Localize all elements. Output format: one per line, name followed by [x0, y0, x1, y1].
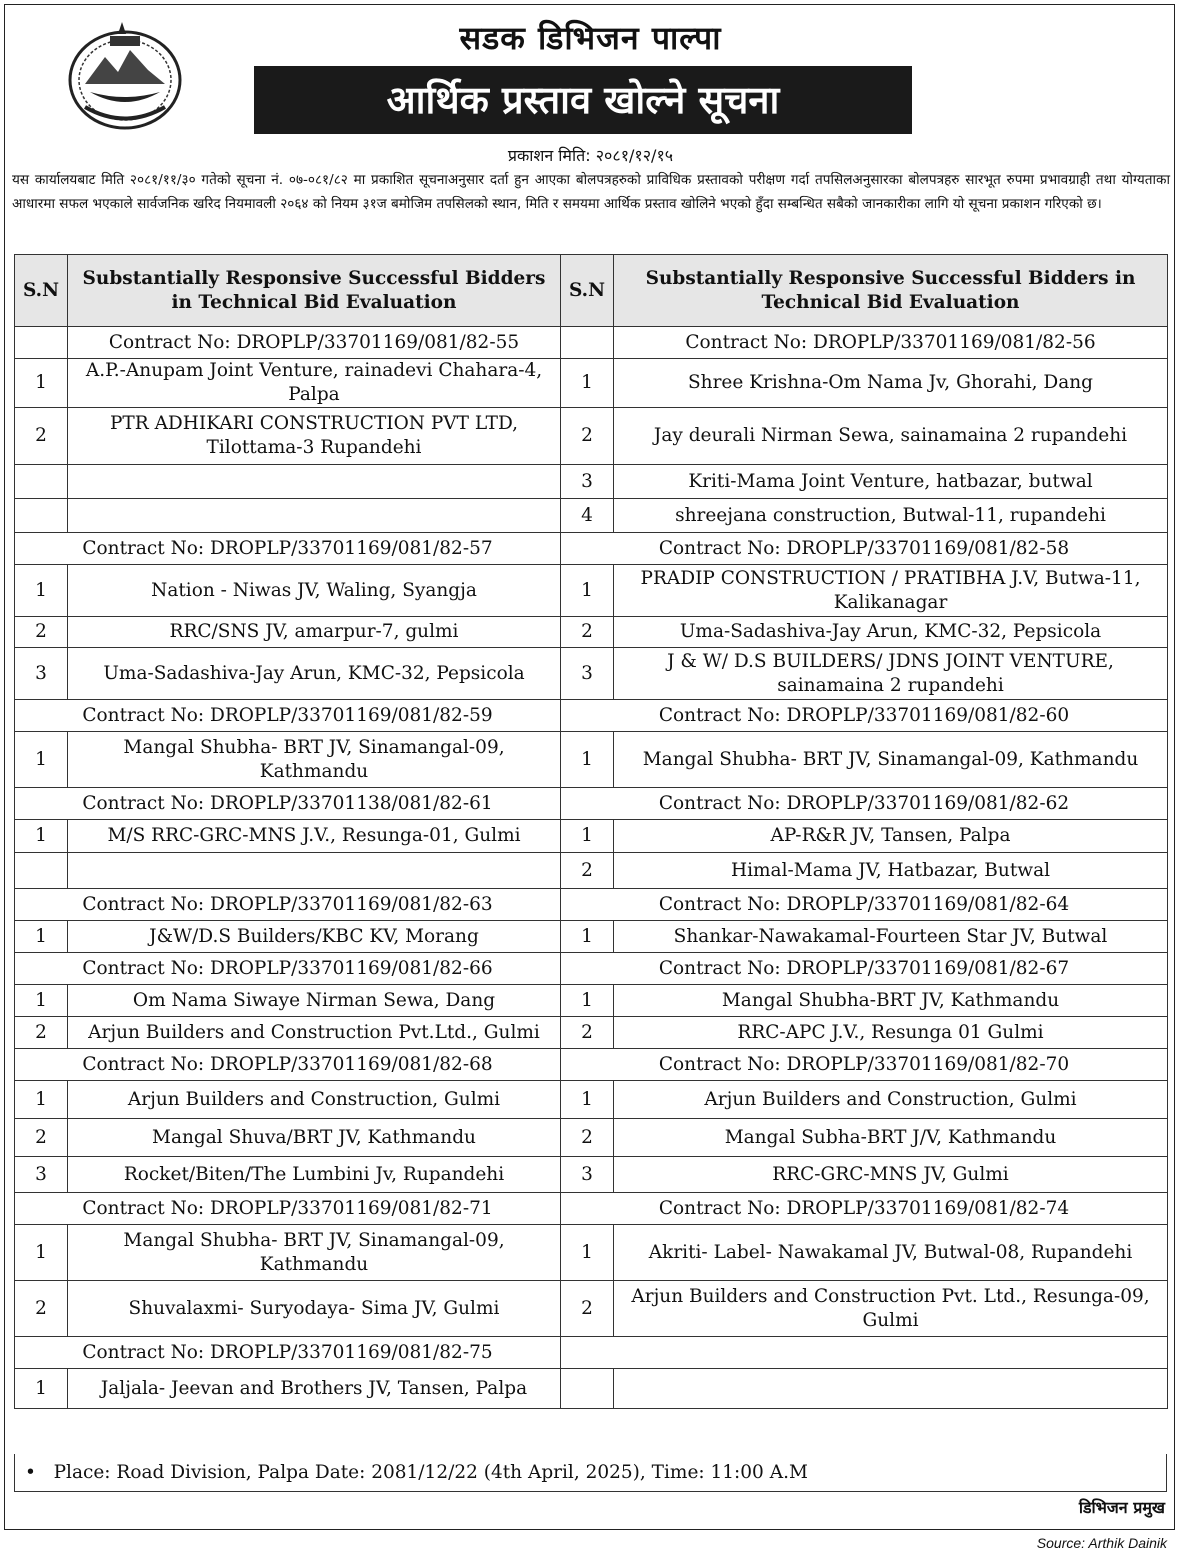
bidder-row — [15, 1119, 1168, 1157]
contract-row — [15, 889, 1168, 921]
contract-row — [15, 327, 1168, 359]
office-name: सडक डिभिजन पाल्पा — [459, 19, 722, 57]
bidder-sn: 1 — [15, 820, 68, 853]
contract-number — [561, 1337, 1168, 1369]
bidder-row — [15, 1281, 1168, 1337]
contract-row — [15, 788, 1168, 820]
contract-number: Contract No: DROPLP/33701169/081/82-55 — [68, 327, 561, 359]
bidder-sn: 1 — [15, 1081, 68, 1119]
bidder-sn: 3 — [15, 1157, 68, 1193]
empty-cell — [15, 327, 68, 359]
bidder-sn: 1 — [15, 1369, 68, 1409]
bidder-name: Himal-Mama JV, Hatbazar, Butwal — [614, 853, 1168, 889]
bidder-name: A.P.-Anupam Joint Venture, rainadevi Chahara-4, Palpa — [68, 359, 561, 408]
contract-row — [15, 1049, 1168, 1081]
empty-cell — [561, 327, 614, 359]
bidder-sn: 1 — [15, 732, 68, 788]
table-header-row — [15, 255, 1168, 327]
bidder-name: RRC/SNS JV, amarpur-7, gulmi — [68, 617, 561, 648]
contract-number: Contract No: DROPLP/33701169/081/82-66 — [15, 953, 561, 985]
contract-number: Contract No: DROPLP/33701169/081/82-63 — [15, 889, 561, 921]
bidder-row — [15, 648, 1168, 700]
intro-paragraph: यस कार्यालयबाट मिति २०८१/११/३० गतेको सूचना नं. ०७-०८१/८२ मा प्रकाशित सूचनाअनुसार दर्ता हुन आएका बोलपत्रहरुको प्राविधिक प्रस्तावको परीक्षण गर्दा तपसिलअनुसारका बोलपत्रहरु सारभूत रुपमा प्रभावग्राही तथा योग्यताका आधारमा सफल भएकाले सार्वजनिक खरिद नियमावली २०६४ को नियम ३१ज बमोजिम तपसिलको स्थान, मिति र समयमा आर्थिक प्रस्ताव खोलिने भएको हुँदा सम्बन्धित सबैको जानकारीका लागि यो सूचना प्रकाशन गरिएको छ। — [12, 172, 1170, 212]
bidder-name — [68, 465, 561, 499]
bidder-sn: 2 — [561, 1281, 614, 1337]
bidder-sn: 1 — [15, 359, 68, 408]
bidder-sn: 1 — [561, 1225, 614, 1281]
bidder-name: Om Nama Siwaye Nirman Sewa, Dang — [68, 985, 561, 1017]
bidder-sn: 1 — [15, 565, 68, 617]
bidder-name: Uma-Sadashiva-Jay Arun, KMC-32, Pepsicola — [68, 648, 561, 700]
bidder-sn: 2 — [561, 853, 614, 889]
contract-number: Contract No: DROPLP/33701169/081/82-58 — [561, 533, 1168, 565]
bidder-row — [15, 617, 1168, 648]
bidder-row — [15, 1017, 1168, 1049]
bidder-name: Akriti- Label- Nawakamal JV, Butwal-08, Rupandehi — [614, 1225, 1168, 1281]
bidder-sn: 1 — [15, 1225, 68, 1281]
table-body — [15, 327, 1168, 1409]
bidder-sn: 2 — [15, 1017, 68, 1049]
header-sn-left: S.N — [15, 255, 68, 327]
bidder-name: Shree Krishna-Om Nama Jv, Ghorahi, Dang — [614, 359, 1168, 408]
bidder-row — [15, 1369, 1168, 1409]
bidder-name: PTR ADHIKARI CONSTRUCTION PVT LTD, Tilottama-3 Rupandehi — [68, 408, 561, 465]
bidder-name: Arjun Builders and Construction, Gulmi — [614, 1081, 1168, 1119]
bidder-row — [15, 408, 1168, 465]
schedule-row — [14, 1454, 1167, 1492]
bidder-sn: 2 — [561, 1119, 614, 1157]
bidder-sn — [15, 853, 68, 889]
contract-number: Contract No: DROPLP/33701169/081/82-60 — [561, 700, 1168, 732]
contract-row — [15, 533, 1168, 565]
bidder-name: Arjun Builders and Construction Pvt.Ltd., Gulmi — [68, 1017, 561, 1049]
bidder-sn: 2 — [561, 617, 614, 648]
bidder-name: Kriti-Mama Joint Venture, hatbazar, butwal — [614, 465, 1168, 499]
contract-number: Contract No: DROPLP/33701169/081/82-68 — [15, 1049, 561, 1081]
bidder-name — [68, 853, 561, 889]
contract-number: Contract No: DROPLP/33701169/081/82-67 — [561, 953, 1168, 985]
bidder-sn — [15, 465, 68, 499]
bidder-sn: 1 — [561, 985, 614, 1017]
bidder-name: Mangal Shubha-BRT JV, Kathmandu — [614, 985, 1168, 1017]
bidder-sn: 1 — [561, 359, 614, 408]
bidder-row — [15, 1081, 1168, 1119]
bidder-name: Mangal Shubha- BRT JV, Sinamangal-09, Kathmandu — [68, 732, 561, 788]
bidder-name: Shuvalaxmi- Suryodaya- Sima JV, Gulmi — [68, 1281, 561, 1337]
contract-number: Contract No: DROPLP/33701169/081/82-57 — [15, 533, 561, 565]
bidder-name: RRC-APC J.V., Resunga 01 Gulmi — [614, 1017, 1168, 1049]
contract-number: Contract No: DROPLP/33701169/081/82-64 — [561, 889, 1168, 921]
contract-number: Contract No: DROPLP/33701138/081/82-61 — [15, 788, 561, 820]
bidder-name: Uma-Sadashiva-Jay Arun, KMC-32, Pepsicola — [614, 617, 1168, 648]
bidder-row — [15, 1157, 1168, 1193]
bidder-row — [15, 1225, 1168, 1281]
bidder-name: Arjun Builders and Construction, Gulmi — [68, 1081, 561, 1119]
schedule-text: Place: Road Division, Palpa Date: 2081/12/22 (4th April, 2025), Time: 11:00 A.M — [53, 1462, 808, 1483]
bidder-row — [15, 732, 1168, 788]
bidder-name: AP-R&R JV, Tansen, Palpa — [614, 820, 1168, 853]
signature: डिभिजन प्रमुख — [1078, 1498, 1165, 1517]
bidder-sn: 3 — [15, 648, 68, 700]
bidder-sn: 1 — [561, 820, 614, 853]
header-bidders-right: Substantially Responsive Successful Bidders in Technical Bid Evaluation — [614, 255, 1168, 327]
bidder-row — [15, 853, 1168, 889]
bidder-name: Jaljala- Jeevan and Brothers JV, Tansen, Palpa — [68, 1369, 561, 1409]
header-bidders-left: Substantially Responsive Successful Bidders in Technical Bid Evaluation — [68, 255, 561, 327]
contract-number: Contract No: DROPLP/33701169/081/82-62 — [561, 788, 1168, 820]
bidder-name: Arjun Builders and Construction Pvt. Ltd., Resunga-09, Gulmi — [614, 1281, 1168, 1337]
bidder-name: Nation - Niwas JV, Waling, Syangja — [68, 565, 561, 617]
bidder-name: Rocket/Biten/The Lumbini Jv, Rupandehi — [68, 1157, 561, 1193]
bidder-sn: 2 — [15, 408, 68, 465]
contract-row — [15, 1337, 1168, 1369]
bidder-row — [15, 985, 1168, 1017]
publication-date: प्रकाशन मिति: २०८१/१२/१५ — [507, 146, 674, 165]
bidder-name — [68, 499, 561, 533]
contract-number: Contract No: DROPLP/33701169/081/82-75 — [15, 1337, 561, 1369]
contract-number: Contract No: DROPLP/33701169/081/82-70 — [561, 1049, 1168, 1081]
bidder-sn: 2 — [15, 1281, 68, 1337]
bidder-name: Mangal Subha-BRT J/V, Kathmandu — [614, 1119, 1168, 1157]
bidder-sn: 1 — [15, 985, 68, 1017]
bidder-name: PRADIP CONSTRUCTION / PRATIBHA J.V, Butwa-11, Kalikanagar — [614, 565, 1168, 617]
contract-row — [15, 1193, 1168, 1225]
bidder-sn: 3 — [561, 465, 614, 499]
bidder-name: Mangal Shubha- BRT JV, Sinamangal-09, Kathmandu — [68, 1225, 561, 1281]
contract-number: Contract No: DROPLP/33701169/081/82-56 — [614, 327, 1168, 359]
bidder-row — [15, 359, 1168, 408]
bidder-row — [15, 465, 1168, 499]
bidder-sn: 2 — [561, 408, 614, 465]
bidder-sn: 1 — [561, 921, 614, 953]
bidder-name: J & W/ D.S BUILDERS/ JDNS JOINT VENTURE, sainamaina 2 rupandehi — [614, 648, 1168, 700]
bidder-sn: 2 — [15, 1119, 68, 1157]
contract-number: Contract No: DROPLP/33701169/081/82-71 — [15, 1193, 561, 1225]
bidder-name: J&W/D.S Builders/KBC KV, Morang — [68, 921, 561, 953]
bidder-row — [15, 499, 1168, 533]
bidder-name: shreejana construction, Butwal-11, rupandehi — [614, 499, 1168, 533]
bidder-row — [15, 565, 1168, 617]
bidder-name: Jay deurali Nirman Sewa, sainamaina 2 rupandehi — [614, 408, 1168, 465]
bidder-sn: 2 — [15, 617, 68, 648]
bidder-row — [15, 820, 1168, 853]
header-sn-right: S.N — [561, 255, 614, 327]
bidder-sn: 2 — [561, 1017, 614, 1049]
bidder-name: Shankar-Nawakamal-Fourteen Star JV, Butwal — [614, 921, 1168, 953]
bidder-sn — [15, 499, 68, 533]
contract-number: Contract No: DROPLP/33701169/081/82-74 — [561, 1193, 1168, 1225]
bidder-sn: 1 — [561, 732, 614, 788]
source-credit: Source: Arthik Dainik — [1036, 1535, 1167, 1551]
bidder-sn — [561, 1369, 614, 1409]
bidder-name: M/S RRC-GRC-MNS J.V., Resunga-01, Gulmi — [68, 820, 561, 853]
contract-number: Contract No: DROPLP/33701169/081/82-59 — [15, 700, 561, 732]
bidder-sn: 4 — [561, 499, 614, 533]
notice-title: आर्थिक प्रस्ताव खोल्ने सूचना — [254, 66, 912, 134]
bidder-name: Mangal Shubha- BRT JV, Sinamangal-09, Kathmandu — [614, 732, 1168, 788]
bidder-sn: 3 — [561, 1157, 614, 1193]
bidder-name — [614, 1369, 1168, 1409]
contract-row — [15, 953, 1168, 985]
bullet: • — [25, 1462, 36, 1483]
bidder-sn: 3 — [561, 648, 614, 700]
contract-row — [15, 700, 1168, 732]
bidder-name: Mangal Shuva/BRT JV, Kathmandu — [68, 1119, 561, 1157]
bidder-sn: 1 — [561, 565, 614, 617]
bidder-sn: 1 — [561, 1081, 614, 1119]
bidder-sn: 1 — [15, 921, 68, 953]
bidder-name: RRC-GRC-MNS JV, Gulmi — [614, 1157, 1168, 1193]
bidder-row — [15, 921, 1168, 953]
bidders-table — [14, 254, 1168, 1409]
